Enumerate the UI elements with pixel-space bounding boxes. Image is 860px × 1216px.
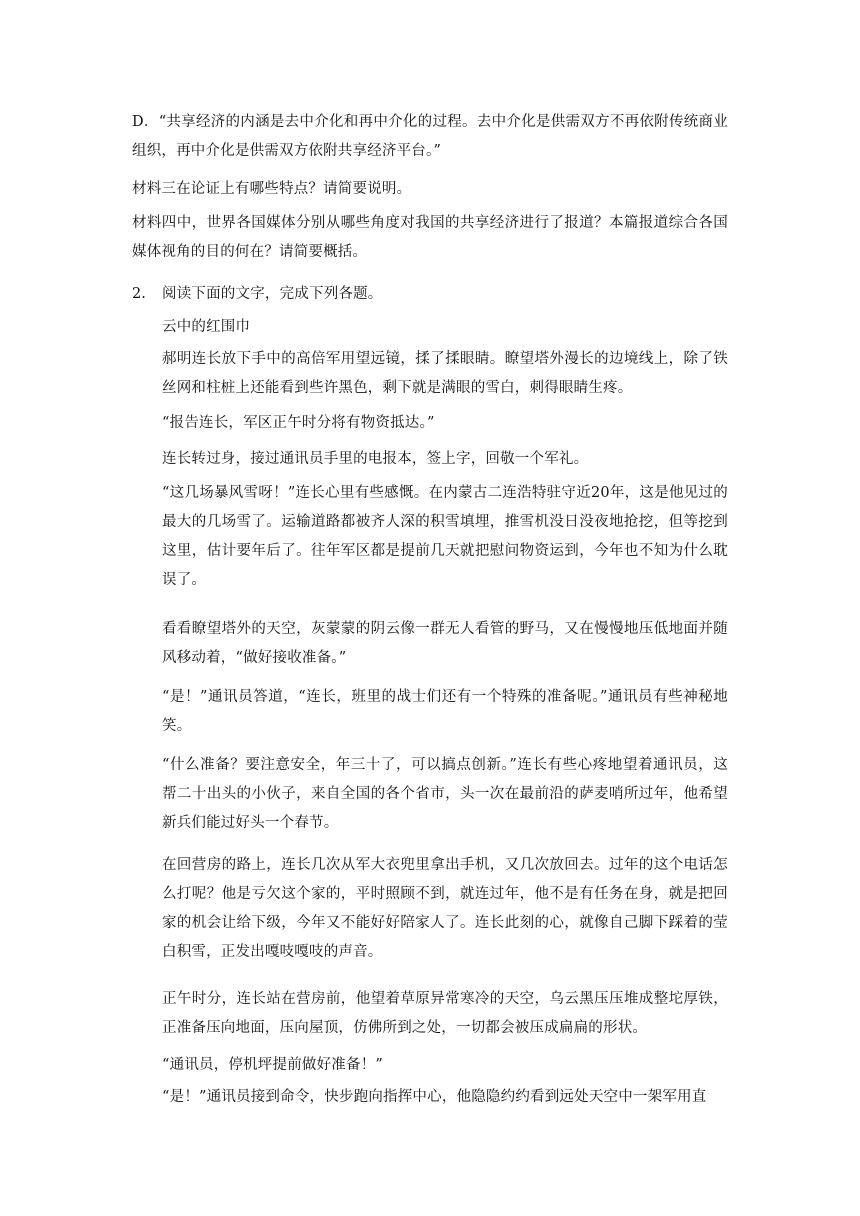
paragraph: 连长转过身，接过通讯员手里的电报本，签上字，回敬一个军礼。: [162, 451, 589, 467]
paragraph: 在回营房的路上，连长几次从军大衣兜里拿出手机，又几次放回去。过年的这个电话怎么打呢？他是亏欠这个家的，平时照顾不到，就连过年，他不是有任务在身，就是把回家的机会让给下级，今年又不能好好陪家人了。连长此刻的心，就像自己脚下踩着的莹白积雪，正发出嘎吱嘎吱的声音。: [162, 857, 728, 960]
item-number: 2.: [132, 286, 146, 302]
paragraph: 正午时分，连长站在营房前，他望着草原异常寒冷的天空，乌云黑压压堆成整坨厚铁，正准备压向地面，压向屋顶，仿佛所到之处，一切都会被压成扁扁的形状。: [162, 991, 728, 1036]
question-4: 材料四中，世界各国媒体分别从哪些角度对我国的共享经济进行了报道？本篇报道综合各国媒体视角的目的何在？请简要概括。: [132, 215, 728, 260]
option-d: D．“共享经济的内涵是去中介化和再中介化的过程。去中介化是供需双方不再依附传统商业组织，再中介化是供需双方依附共享经济平台。”: [132, 114, 728, 159]
paragraph: “什么准备？要注意安全，年三十了，可以搞点创新。”连长有些心疼地望着通讯员，这帮二十出头的小伙子，来自全国的各个省市，头一次在最前沿的萨麦哨所过年，他希望新兵们能过好头一个春节。: [162, 757, 728, 831]
question-3: 材料三在论证上有哪些特点？请简要说明。: [132, 181, 412, 197]
paragraph: “这几场暴风雪呀！”连长心里有些感慨。在内蒙古二连浩特驻守近20年，这是他见过的最大的几场雪了。运输道路都被齐人深的积雪填埋，推雪机没日没夜地抢挖，但等挖到这里，估计要年后了。往年军区都是提前几天就把慰问物资运到，今年也不知为什么耽误了。: [162, 485, 728, 588]
paragraph: “是！”通讯员接到命令，快步跑向指挥中心，他隐隐约约看到远处天空中一架军用直: [162, 1089, 707, 1105]
paragraph: 郝明连长放下手中的高倍军用望远镜，揉了揉眼睛。瞭望塔外漫长的边境线上，除了铁丝网和柱桩上还能看到些许黑色，剩下就是满眼的雪白，刺得眼睛生疼。: [162, 351, 728, 396]
paragraph: “报告连长，军区正午时分将有物资抵达。”: [162, 415, 435, 431]
paragraph: “通讯员，停机坪提前做好准备！”: [162, 1057, 384, 1073]
story-title: 云中的红围巾: [162, 319, 251, 335]
item-instruction: 阅读下面的文字，完成下列各题。: [162, 286, 383, 302]
paragraph: 看看瞭望塔外的天空，灰蒙蒙的阴云像一群无人看管的野马，又在慢慢地压低地面并随风移动着，“做好接收准备。”: [162, 621, 728, 666]
paragraph: “是！”通讯员答道，“连长，班里的战士们还有一个特殊的准备呢。”通讯员有些神秘地笑。: [162, 689, 728, 734]
